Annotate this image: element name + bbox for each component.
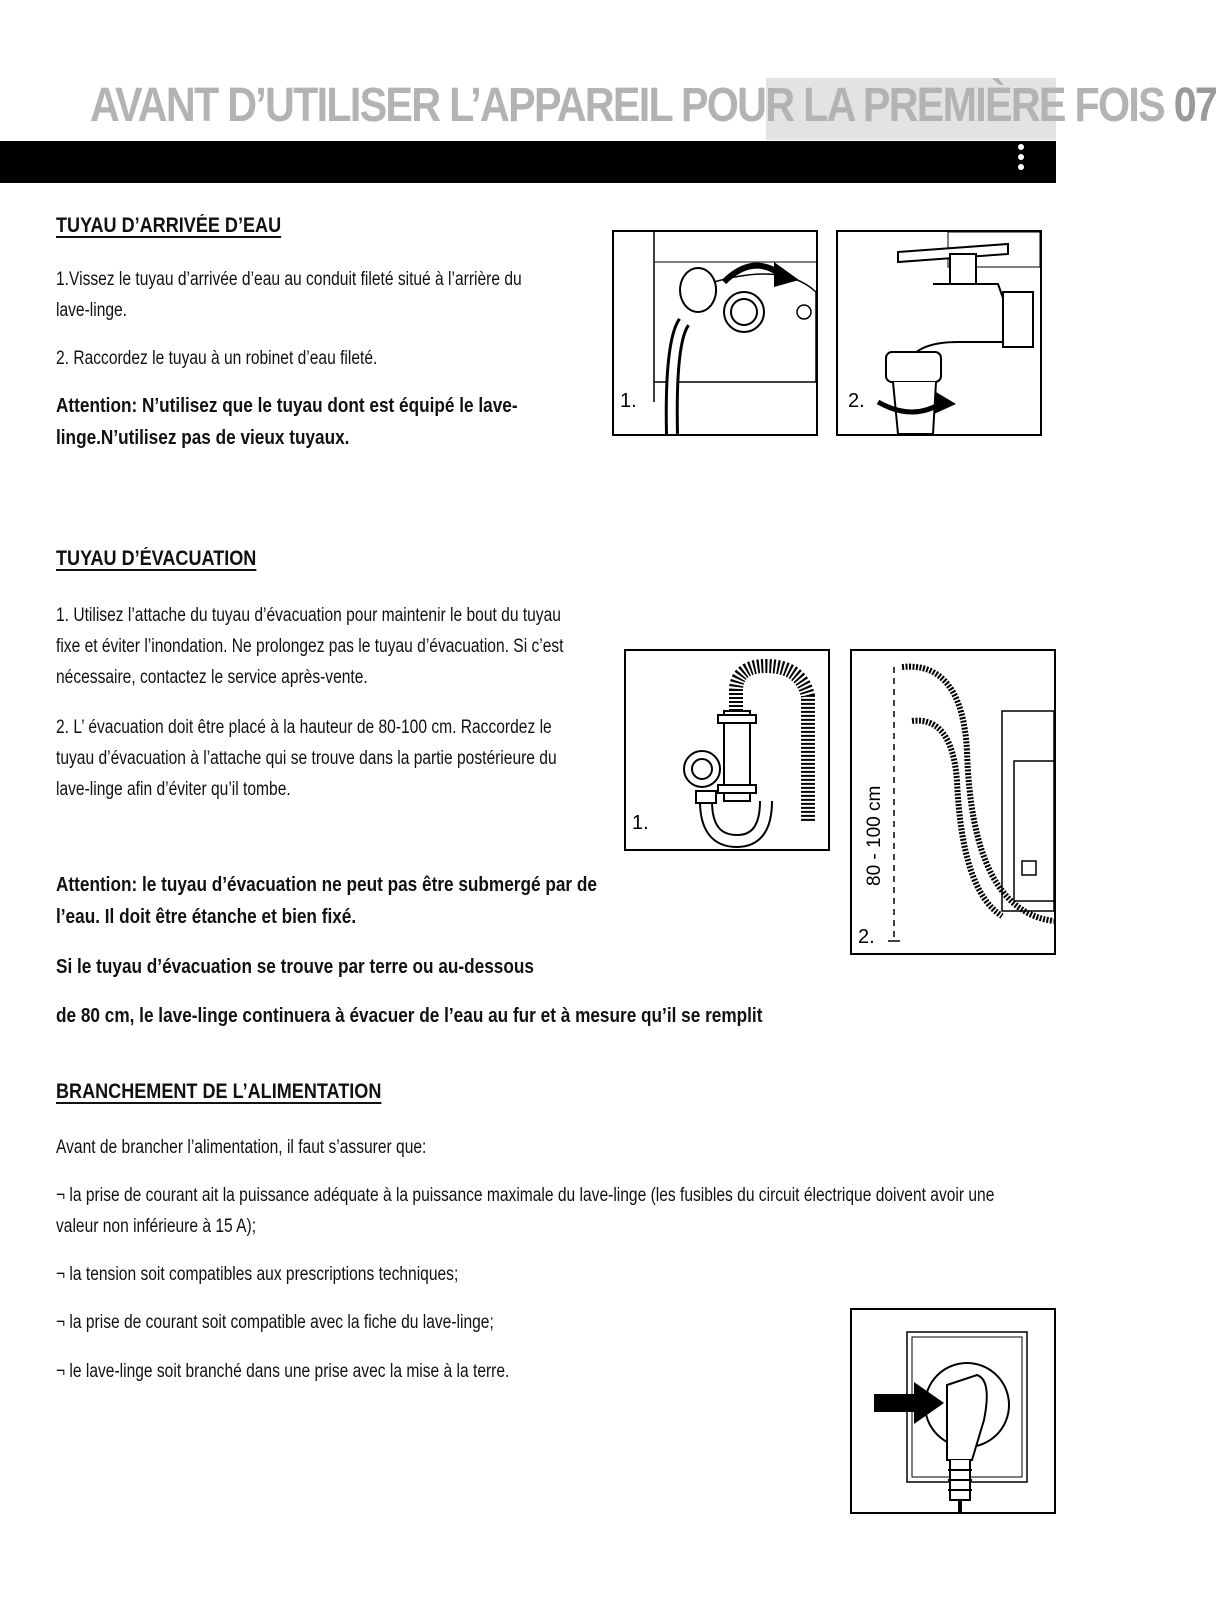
drain-figure-2-label: 2. bbox=[858, 926, 875, 948]
power-item-1: ¬ la prise de courant ait la puissance adéquate à la puissance maximale du lave-linge (les fusibles du circuit électrique doivent avoir une valeur non inférieure à 15 A); bbox=[56, 1185, 995, 1237]
drain-heading: TUYAU D’ÉVACUATION bbox=[56, 547, 257, 570]
drain-siphon-illustration bbox=[626, 651, 828, 849]
hose-connection-illustration bbox=[614, 232, 816, 434]
drain-figure-1-label: 1. bbox=[632, 812, 649, 834]
power-item-2: ¬ la tension soit compatibles aux prescriptions techniques; bbox=[56, 1264, 459, 1285]
water-inlet-step1: 1.Vissez le tuyau d’arrivée d’eau au conduit fileté situé à l’arrière du lave-linge. bbox=[56, 269, 522, 321]
drain-warning-1: Attention: le tuyau d’évacuation ne peut pas être submergé par de l’eau. Il doit être étanche et bien fixé. bbox=[56, 874, 597, 928]
inlet-figure-1-label: 1. bbox=[620, 390, 637, 412]
header-bar bbox=[0, 141, 1056, 183]
tap-illustration bbox=[838, 232, 1040, 434]
drain-warning-2: Si le tuyau d’évacuation se trouve par terre ou au-dessous bbox=[56, 956, 534, 978]
drain-step1: 1. Utilisez l’attache du tuyau d’évacuation pour maintenir le bout du tuyau fixe et éviter l’inondation. Ne prolongez pas le tuyau d’évacuation. Si c’est nécessaire, contactez le service après-vente. bbox=[56, 605, 564, 688]
page-title-text: AVANT D’UTILISER L’APPAREIL POUR LA PREMIÈRE FOIS bbox=[90, 79, 1164, 132]
water-inlet-warning: Attention: N’utilisez que le tuyau dont est équipé le lave-linge.N’utilisez pas de vieux tuyaux. bbox=[56, 395, 518, 449]
water-inlet-heading: TUYAU D’ARRIVÉE D’EAU bbox=[56, 214, 282, 237]
drain-step2: 2. L’ évacuation doit être placé à la hauteur de 80-100 cm. Raccordez le tuyau d’évacuation à l’attache qui se trouve dans la partie postérieure du lave-linge afin d’éviter qu’il tombe. bbox=[56, 717, 557, 800]
power-intro: Avant de brancher l’alimentation, il faut s’assurer que: bbox=[56, 1137, 427, 1158]
plug-socket-illustration bbox=[852, 1310, 1054, 1512]
water-inlet-step2: 2. Raccordez le tuyau à un robinet d’eau fileté. bbox=[56, 348, 378, 369]
inlet-figure-2-label: 2. bbox=[848, 390, 865, 412]
page-title bbox=[90, 78, 1216, 133]
drain-figure-1 bbox=[624, 649, 830, 851]
page-number: 07 bbox=[1173, 79, 1216, 132]
drain-figure-2 bbox=[850, 649, 1056, 955]
inlet-figure-1 bbox=[612, 230, 818, 436]
drain-warning-3: de 80 cm, le lave-linge continuera à évacuer de l’eau au fur et à mesure qu’il se remplit bbox=[56, 1005, 763, 1027]
power-figure bbox=[850, 1308, 1056, 1514]
drain-height-illustration bbox=[852, 651, 1054, 953]
drain-height-label: 80 - 100 cm bbox=[864, 785, 885, 886]
header-dots bbox=[1014, 141, 1028, 183]
power-item-4: ¬ le lave-linge soit branché dans une prise avec la mise à la terre. bbox=[56, 1361, 510, 1382]
inlet-figure-2 bbox=[836, 230, 1042, 436]
power-heading: BRANCHEMENT DE L’ALIMENTATION bbox=[56, 1080, 382, 1103]
power-item-3: ¬ la prise de courant soit compatible avec la fiche du lave-linge; bbox=[56, 1312, 494, 1333]
